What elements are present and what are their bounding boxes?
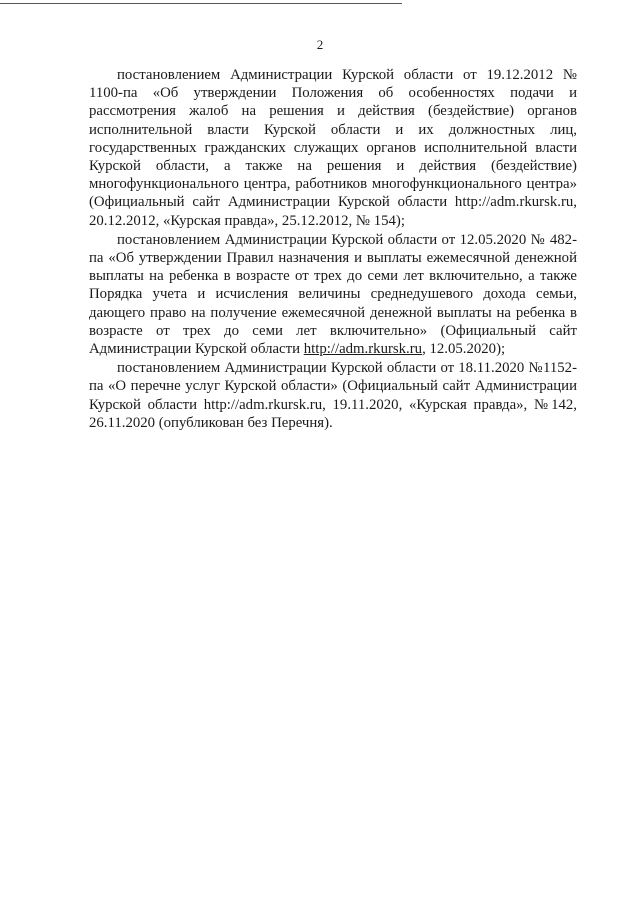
paragraph-decree-482-tail: , 12.05.2020);: [422, 341, 506, 358]
paragraph-decree-1100: постановлением Администрации Курской области от 19.12.2012 № 1100-па «Об утверждении Положения об особенностях подачи и рассмотрения жалоб на решения и действия (бездействие) органов исполнительной власти Курской области и их должностных лиц, государственных гражданских служащих органов исполнительной власти Курской области, а также на решения и действия (бездействие) многофункционального центра, работников многофункционального центра» (Официальный сайт Администрации Курской области http://adm.rkursk.ru, 20.12.2012, «Курская правда», 25.12.2012, № 154);: [89, 67, 577, 229]
document-body: [89, 66, 577, 432]
top-rule: [0, 3, 402, 4]
paragraph-decree-482-text: постановлением Администрации Курской области от 12.05.2020 № 482-па «Об утверждении Правил назначения и выплаты ежемесячной денежной выплаты на ребенка в возрасте от трех до семи лет включительно, а также Порядка учета и исчисления величины среднедушевого дохода семьи, дающего право на получение ежемесячной денежной выплаты на ребенка в возрасте от трех до семи лет включительно» (Официальный сайт Администрации Курской области: [89, 231, 577, 358]
paragraph-decree-482: [89, 231, 577, 358]
paragraph-decree-1152: постановлением Администрации Курской области от 18.11.2020 №1152-па «О перечне услуг Курской области» (Официальный сайт Администрации Курской области http://adm.rkursk.ru, 19.11.2020, «Курская правда», №142, 26.11.2020 (опубликован без Перечня).: [89, 360, 577, 431]
page-number: 2: [316, 37, 324, 52]
website-link[interactable]: http://adm.rkursk.ru: [303, 341, 423, 358]
